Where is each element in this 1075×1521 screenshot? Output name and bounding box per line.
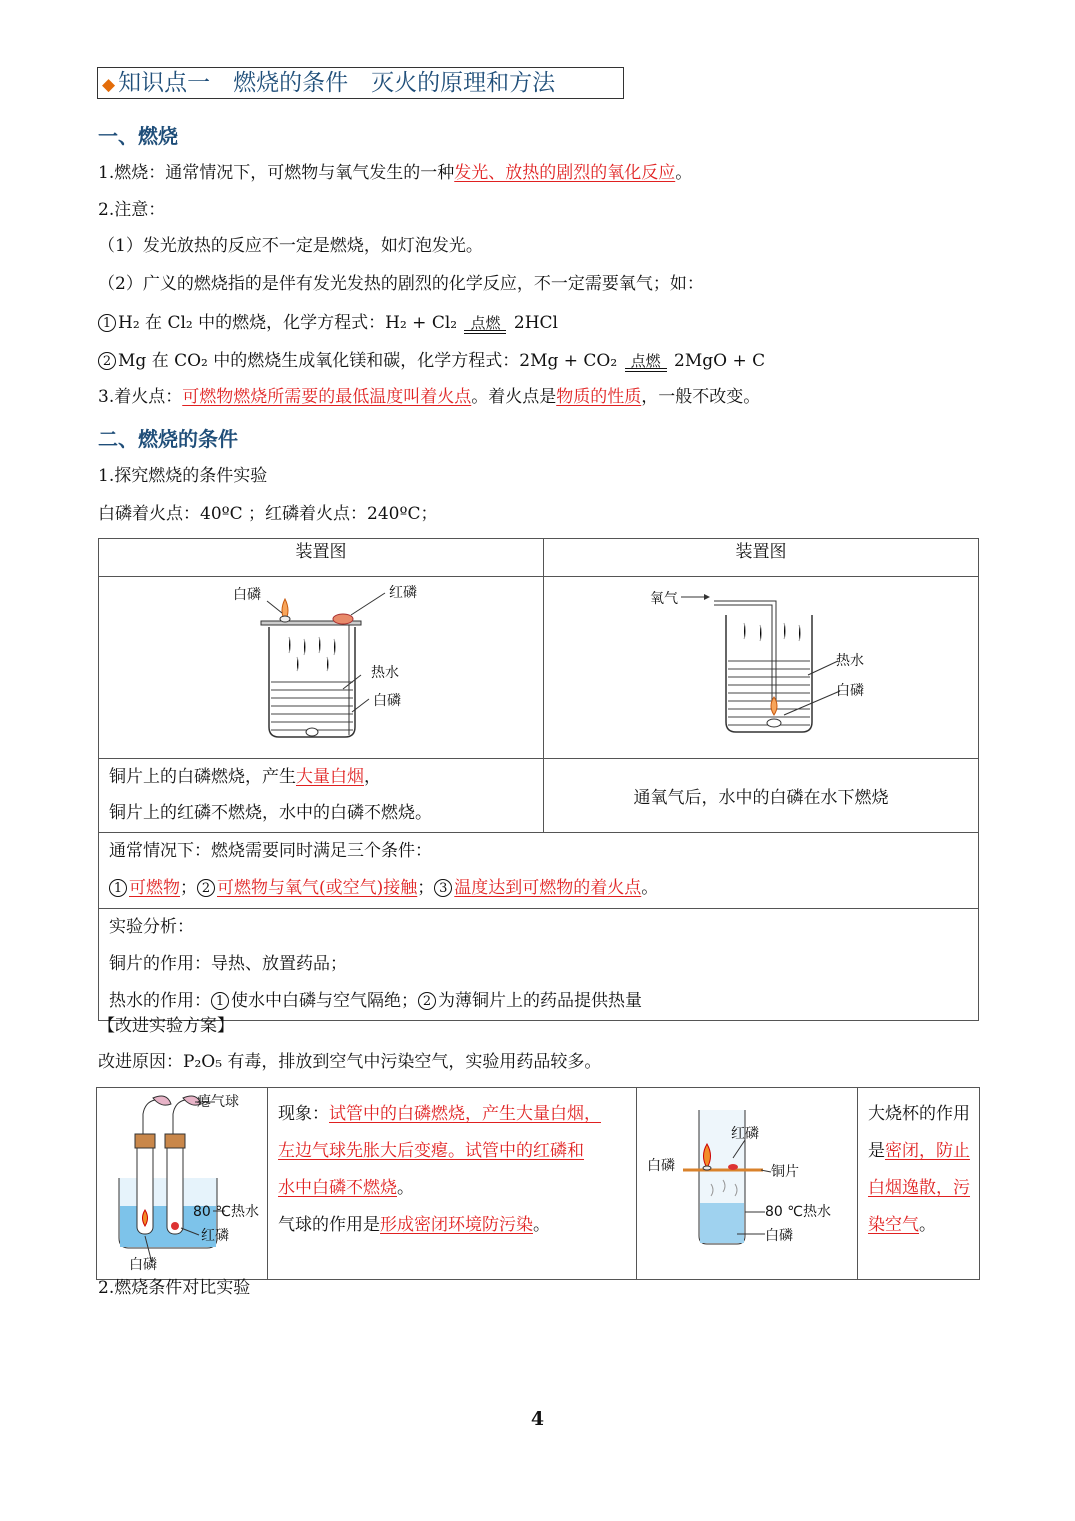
label-white-phosphorus: 白磷 [129, 1257, 157, 1273]
observation-right: 通氧气后，水中的白磷在水下燃烧 [544, 759, 979, 833]
section-title-box [97, 67, 624, 99]
apparatus-figure-1 [99, 577, 544, 759]
label-hot-water: 热水 [371, 665, 399, 681]
label-copper: 铜片 [771, 1164, 799, 1180]
improved-figure-1 [97, 1088, 268, 1280]
definition-line: 1.燃烧：通常情况下，可燃物与氧气发生的一种发光、放热的剧烈的氧化反应。 [98, 163, 693, 183]
label-hot-water: 80 ℃热水 [765, 1204, 831, 1220]
apparatus-figure-2 [544, 577, 979, 759]
equation-1-line: 1 H₂ 在 Cl₂ 中的燃烧，化学方程式：H₂ + Cl₂ 点燃 2HCl [98, 312, 558, 334]
label-white-phosphorus: 白磷 [233, 587, 261, 603]
reaction-condition: 点燃 [623, 350, 669, 372]
label-red-phosphorus: 红磷 [201, 1228, 229, 1244]
equation-2-line: 2 Mg 在 CO₂ 中的燃烧生成氧化镁和碳，化学方程式：2Mg + CO₂ 点燃 2MgO + C [98, 350, 765, 372]
reaction-condition: 点燃 [462, 312, 508, 334]
label-white-phosphorus-2: 白磷 [765, 1228, 793, 1244]
phenomenon-cell: 现象：试管中的白磷燃烧，产生大量白烟， 左边气球先胀大后变瘪。试管中的红磷和 水中白磷不燃烧。 气球的作用是形成密闭环境防污染。 [268, 1088, 637, 1280]
note-1: （1）发光放热的反应不一定是燃烧，如灯泡发光。 [98, 236, 483, 256]
note-title: 2.注意： [98, 200, 166, 220]
label-red-phosphorus: 红磷 [731, 1126, 759, 1142]
improved-figure-2 [637, 1088, 858, 1280]
table-header-left: 装置图 [99, 539, 544, 577]
improved-experiment-table [96, 1087, 980, 1280]
label-red-phosphorus: 红磷 [389, 585, 417, 601]
label-hot-water: 热水 [836, 653, 864, 669]
test-tube-balloon-diagram [97, 1088, 267, 1274]
page-number: 4 [530, 1408, 545, 1430]
label-hot-water: 80 ℃热水 [193, 1204, 259, 1220]
experiment-title: 1.探究燃烧的条件实验 [98, 466, 268, 486]
beaker-oxygen-diagram [544, 577, 978, 753]
table-header-right: 装置图 [544, 539, 979, 577]
circle-number-2: 2 [98, 352, 116, 370]
heading-conditions: 二、燃烧的条件 [98, 427, 238, 451]
label-white-phosphorus: 白磷 [836, 683, 864, 699]
note-2: （2）广义的燃烧指的是伴有发光发热的剧烈的化学反应，不一定需要氧气；如： [98, 274, 704, 294]
improve-reason: 改进原因：P₂O₅ 有毒，排放到空气中污染空气，实验用药品较多。 [98, 1052, 602, 1072]
observation-left: 铜片上的白磷燃烧，产生大量白烟， 铜片上的红磷不燃烧，水中的白磷不燃烧。 [99, 759, 544, 833]
compare-experiment-title: 2.燃烧条件对比实验 [98, 1278, 251, 1298]
ignition-points: 白磷着火点：40ºC ；红磷着火点：240ºC； [98, 504, 438, 524]
label-oxygen: 氧气 [650, 591, 678, 607]
circle-number-1: 1 [98, 314, 116, 332]
heading-combustion: 一、燃烧 [98, 124, 178, 148]
experiment-table [98, 538, 979, 1021]
beaker-copper-diagram [99, 577, 543, 753]
analysis-cell: 实验分析： 铜片的作用：导热、放置药品； 热水的作用： 1 使水中白磷与空气隔绝； 2 为薄铜片上的药品提供热量 [99, 909, 979, 1021]
ignition-point-line: 3.着火点：可燃物燃烧所需要的最低温度叫着火点。着火点是物质的性质，一般不改变。 [98, 387, 761, 407]
label-balloon: 瘪气球 [197, 1094, 239, 1110]
conditions-cell: 通常情况下：燃烧需要同时满足三个条件： 1 可燃物； 2 可燃物与氧气(或空气)接触； 3 温度达到可燃物的着火点。 [99, 833, 979, 909]
beaker-role-cell: 大烧杯的作用 是密闭，防止 白烟逸散，污 染空气。 [858, 1088, 980, 1280]
improve-title: 【改进实验方案】 [98, 1016, 234, 1036]
label-white-phosphorus-2: 白磷 [373, 693, 401, 709]
large-beaker-diagram [637, 1088, 857, 1274]
label-white-phosphorus: 白磷 [647, 1158, 675, 1174]
diamond-icon: ◆ [102, 75, 116, 95]
page-title: 知识点一 燃烧的条件 灭火的原理和方法 [118, 70, 556, 96]
